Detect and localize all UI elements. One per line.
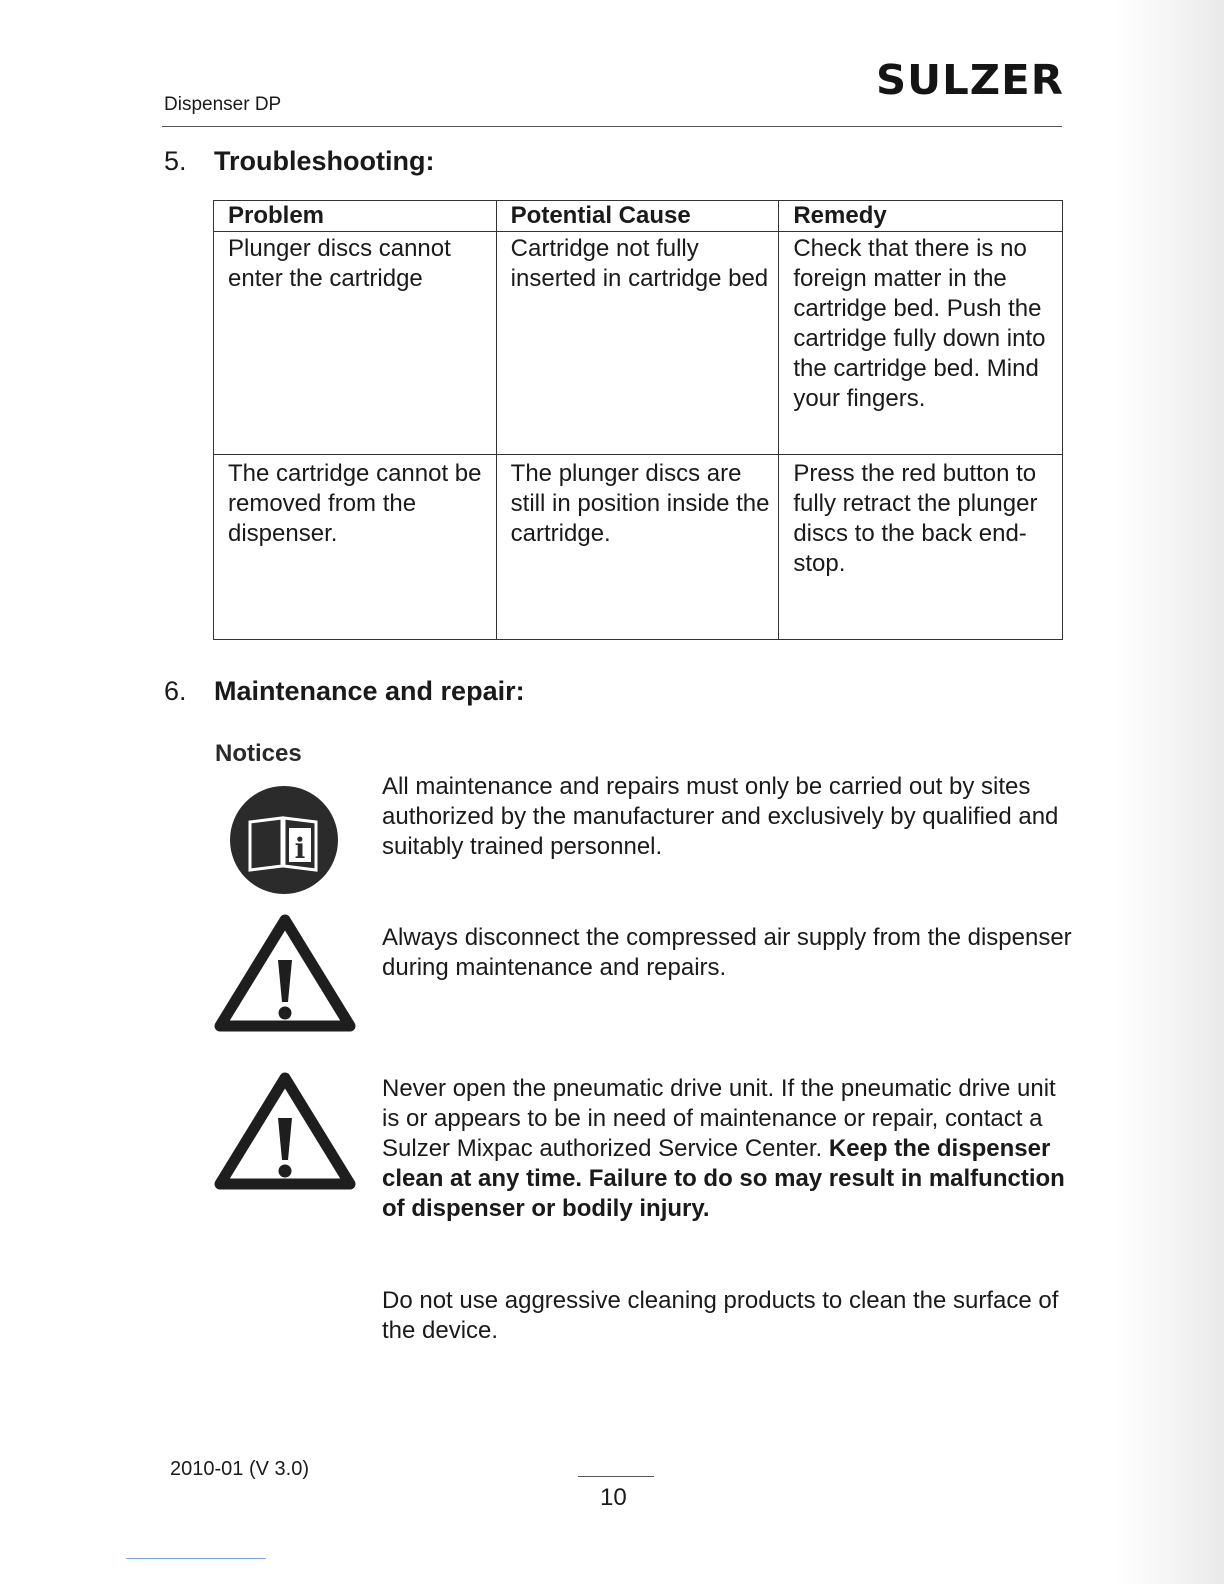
cell-remedy: Press the red button to fully retract the plunger discs to the back end-stop. (779, 455, 1063, 640)
section-title: Maintenance and repair: (214, 676, 525, 706)
cell-cause: The plunger discs are still in position inside the cartridge. (496, 455, 779, 640)
page-number: 10 (600, 1484, 627, 1511)
section-maintenance-heading (164, 676, 525, 707)
warning-triangle-icon (212, 912, 358, 1034)
section-title: Troubleshooting: (214, 146, 435, 176)
cell-problem: Plunger discs cannot enter the cartridge (214, 232, 497, 455)
section-number: 6. (164, 676, 187, 706)
troubleshooting-table (213, 200, 1063, 640)
notice-cleaning-products: Do not use aggressive cleaning products to clean the surface of the device. (382, 1287, 1059, 1344)
column-header-problem: Problem (214, 201, 497, 232)
notice-keep-clean-warning: Keep the dispenser clean at any time. Failure to do so may result in malfunction of dispenser or bodily injury. (382, 1135, 1065, 1222)
table-row (214, 455, 1063, 640)
warning-triangle-icon (212, 1070, 358, 1192)
notices-label: Notices (215, 740, 302, 767)
scan-artifact-line (126, 1558, 266, 1559)
cell-cause: Cartridge not fully inserted in cartridge bed (496, 232, 779, 455)
section-number: 5. (164, 146, 187, 176)
sulzer-logo: SULZER (876, 56, 1064, 104)
column-header-cause: Potential Cause (496, 201, 779, 232)
footer-divider (578, 1476, 654, 1477)
table-header-row (214, 201, 1063, 232)
section-troubleshooting-heading (164, 146, 434, 177)
column-header-remedy: Remedy (779, 201, 1063, 232)
svg-text:i: i (294, 832, 306, 865)
notice-disconnect-air: Always disconnect the compressed air supply from the dispenser during maintenance and repairs. (382, 924, 1072, 981)
manual-info-icon (228, 784, 340, 896)
footer-version: 2010-01 (V 3.0) (170, 1458, 309, 1480)
scan-edge-shadow (1114, 0, 1224, 1584)
table-row (214, 232, 1063, 455)
notice-pneumatic-drive (382, 1074, 1072, 1224)
header-divider (162, 126, 1062, 127)
cell-problem: The cartridge cannot be removed from the dispenser. (214, 455, 497, 640)
notice-pneumatic-text: Never open the pneumatic drive unit. If the pneumatic drive unit is or appears to be in need of maintenance or repair, contact a Sulzer Mixpac authorized Service Center. (382, 1075, 1056, 1162)
document-title: Dispenser DP (164, 94, 282, 115)
cell-remedy: Check that there is no foreign matter in the cartridge bed. Push the cartridge fully down into the cartridge bed. Mind your fingers. (779, 232, 1063, 455)
notice-authorized-repairs: All maintenance and repairs must only be carried out by sites authorized by the manufacturer and exclusively by qualified and suitably trained personnel. (382, 773, 1059, 860)
